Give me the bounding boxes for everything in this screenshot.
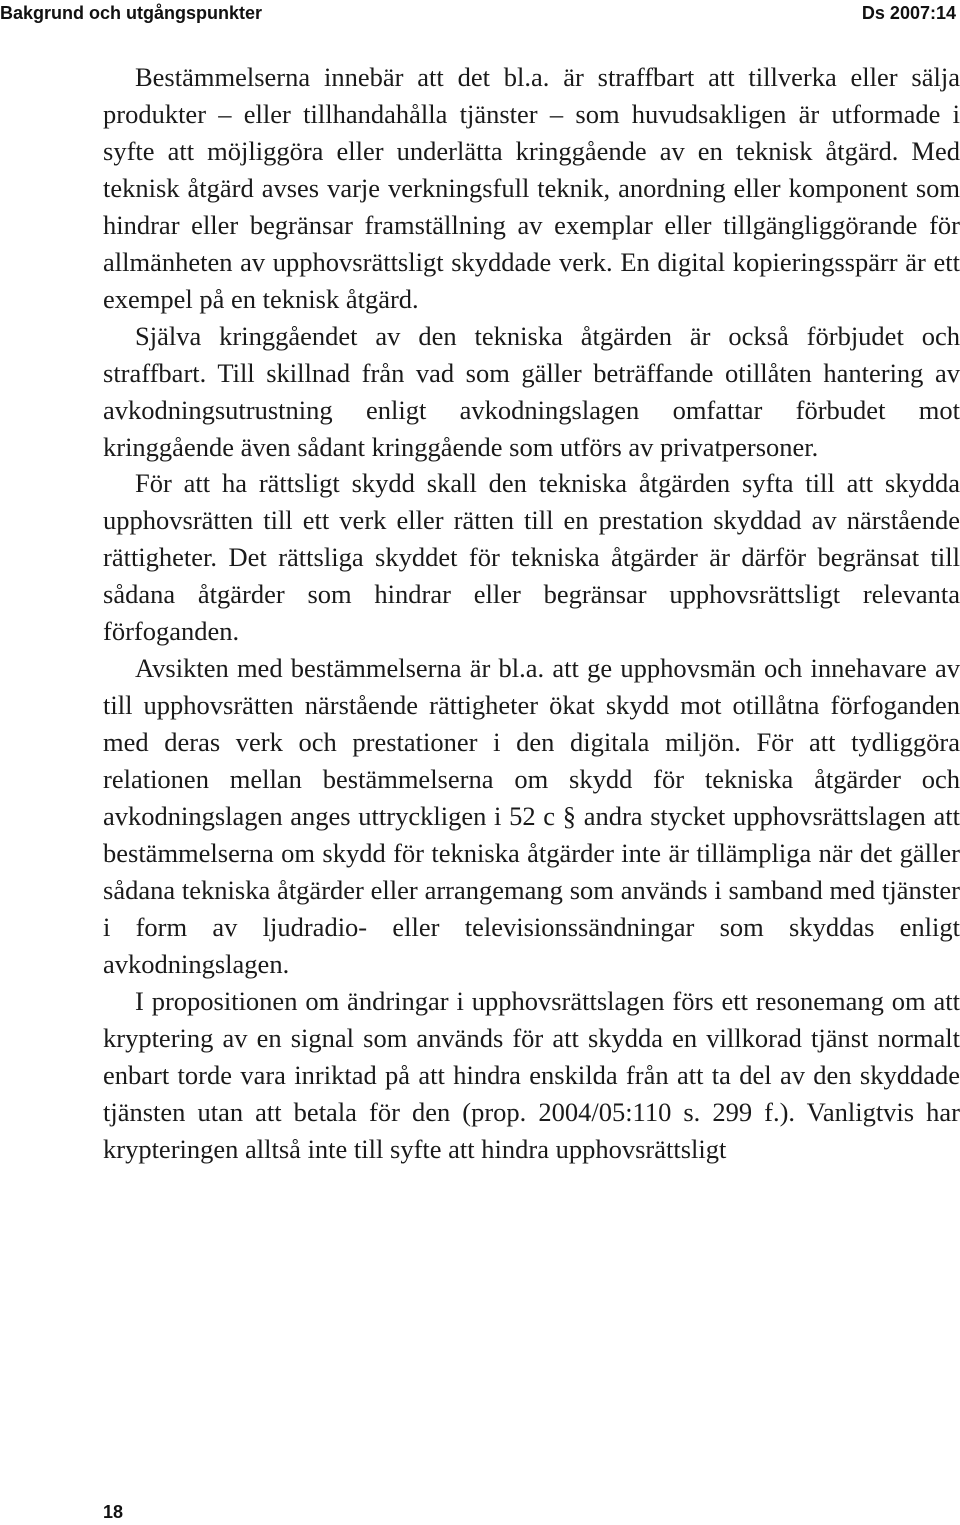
page-number: 18: [103, 1502, 124, 1522]
paragraph: Själva kringgåendet av den tekniska åtgärden är också förbjudet och straffbart. Till skillnad från vad som gäller beträffande otillåten hantering av avkodningsutrustning enligt avkodningslagen omfattar förbudet mot kringgående även sådant kringgående som utförs av privatpersoner.: [103, 320, 960, 462]
paragraph: Bestämmelserna innebär att det bl.a. är straffbart att tillverka eller sälja produkter – eller tillhandahålla tjänster – som huvudsakligen är utformade i syfte att möjliggöra eller underlätta kringgående av en teknisk åtgärd. Med teknisk åtgärd avses varje verkningsfull teknik, anordning eller komponent som hindrar eller begränsar framställning av exemplar eller tillgängliggörande för allmänheten av upphovsrättsligt skyddade verk. En digital kopieringsspärr är ett exempel på en teknisk åtgärd.: [103, 62, 960, 314]
paragraph: I propositionen om ändringar i upphovsrättslagen förs ett resonemang om att kryptering av en signal som används för att skydda en villkorad tjänst normalt enbart torde vara inriktad på att hindra enskilda från att ta del av den skyddade tjänsten utan att betala för den (prop. 2004/05:110 s. 299 f.). Vanligtvis har krypteringen alltså inte till syfte att hindra upphovsrättsligt: [103, 985, 960, 1164]
body-text: [103, 59, 960, 1168]
running-header: [0, 0, 960, 30]
paragraph: För att ha rättsligt skydd skall den tekniska åtgärden syfta till att skydda upphovsrätten till ett verk eller rätten till en prestation skyddad av närstående rättigheter. Det rättsliga skyddet för tekniska åtgärder är därför begränsat till sådana åtgärder som hindrar eller begränsar upphovsrättsligt relevanta förfoganden.: [103, 468, 960, 647]
document-id: Ds 2007:14: [861, 3, 956, 23]
section-title: Bakgrund och utgångspunkter: [0, 3, 263, 23]
paragraph: Avsikten med bestämmelserna är bl.a. att ge upphovsmän och innehavare av till upphovsrätten närstående rättigheter ökat skydd mot otillåtna förfoganden med deras verk och prestationer i den digitala miljön. För att tydliggöra relationen mellan bestämmelserna om skydd för tekniska åtgärder och avkodningslagen anges uttryckligen i 52 c § andra stycket upphovsrättslagen att bestämmelserna om skydd för tekniska åtgärder inte är tillämpliga när det gäller sådana tekniska åtgärder eller arrangemang som används i samband med tjänster i form av ljudradio- eller televisionssändningar som skyddas enligt avkodningslagen.: [103, 653, 960, 979]
